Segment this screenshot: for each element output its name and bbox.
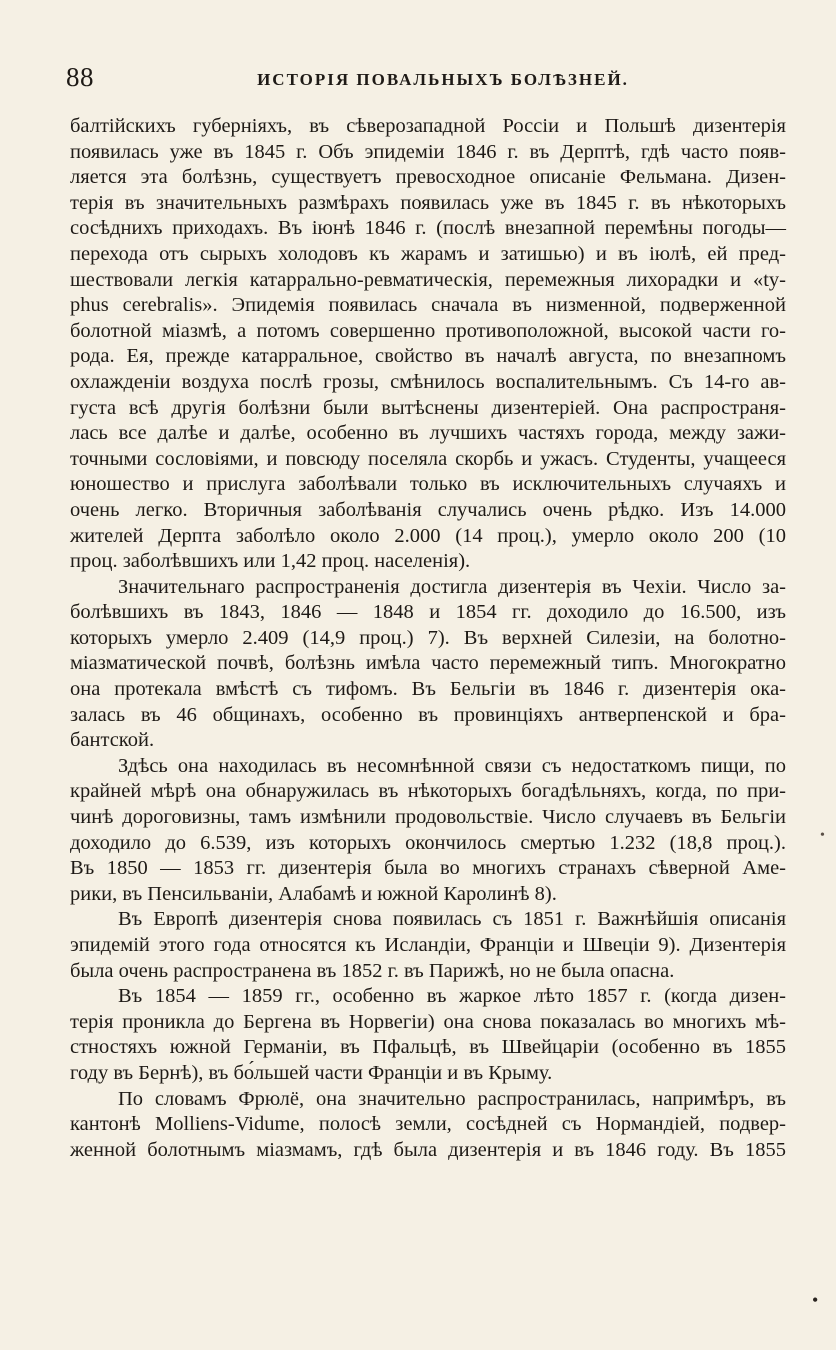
text-line: болѣвшихъ въ 1843, 1846 — 1848 и 1854 гг. доходило до 16.500, изъ bbox=[70, 601, 786, 624]
text-line: ляется эта болѣзнь, существуетъ превосходное описаніе Фельмана. Дизен- bbox=[70, 166, 786, 189]
text-line: стностяхъ южной Германіи, въ Пфальцѣ, въ Швейцаріи (особенно въ 1855 bbox=[70, 1036, 786, 1059]
text-line: точными сословіями, и повсюду поселяла скорбь и ужасъ. Студенты, учащееся bbox=[70, 447, 786, 470]
text-line: phus cerebralis». Эпидемія появилась сначала въ низменной, подверженной bbox=[70, 294, 786, 317]
margin-mark: • bbox=[812, 1290, 819, 1310]
page-number: 88 bbox=[66, 62, 94, 92]
running-title: ИСТОРІЯ ПОВАЛЬНЫХЪ БОЛѢЗНЕЙ. bbox=[257, 70, 629, 89]
text-line: лась все далѣе и далѣе, особенно въ лучшихъ частяхъ города, между зажи- bbox=[70, 422, 786, 445]
text-line: женной болотнымъ міазмамъ, гдѣ была дизентерія и въ 1846 году. Въ 1855 bbox=[70, 1138, 786, 1161]
text-line: Здѣсь она находилась въ несомнѣнной связи съ недостаткомъ пищи, по bbox=[118, 754, 786, 777]
text-line: кантонѣ Molliens-Vidume, полосѣ земли, сосѣдней съ Нормандіей, подвер- bbox=[70, 1113, 786, 1136]
text-line: проц. заболѣвшихъ или 1,42 проц. населенія). bbox=[70, 550, 471, 573]
text-line: Въ 1854 — 1859 гг., особенно въ жаркое лѣто 1857 г. (когда дизен- bbox=[118, 985, 786, 1008]
text-line: рода. Ея, прежде катарральное, свойство въ началѣ августа, по внезапномъ bbox=[70, 345, 786, 368]
page-header bbox=[60, 62, 786, 102]
margin-dot: • bbox=[820, 828, 825, 843]
text-line: появилась уже въ 1845 г. Объ эпидеміи 1846 г. въ Дерптѣ, гдѣ часто появ- bbox=[70, 140, 786, 163]
text-line: эпидемій этого года относятся къ Исландіи, Франціи и Швеціи 9). Дизентерія bbox=[70, 934, 786, 956]
text-line: чинѣ дороговизны, тамъ измѣнили продовольствіе. Число случаевъ въ Бельгіи bbox=[70, 806, 786, 829]
text-line: залась въ 46 общинахъ, особенно въ провинціяхъ антверпенской и бра- bbox=[70, 703, 786, 726]
text-line: она протекала вмѣстѣ съ тифомъ. Въ Бельгіи въ 1846 г. дизентерія ока- bbox=[70, 678, 786, 701]
text-line: Значительнаго распространенія достигла дизентерія въ Чехіи. Число за- bbox=[118, 575, 786, 598]
text-line: доходило до 6.539, изъ которыхъ окончилось смертью 1.232 (18,8 проц.). bbox=[70, 831, 786, 854]
text-line: очень легко. Вторичныя заболѣванія случались очень рѣдко. Изъ 14.000 bbox=[70, 498, 786, 521]
body-text bbox=[70, 114, 786, 1163]
text-line: жителей Дерпта заболѣло около 2.000 (14 проц.), умерло около 200 (10 bbox=[70, 524, 786, 547]
text-line: балтійскихъ губерніяхъ, въ сѣверозападной Россіи и Польшѣ дизентерія bbox=[70, 115, 786, 137]
text-line: сосѣднихъ приходахъ. Въ іюнѣ 1846 г. (послѣ внезапной перемѣны погоды— bbox=[70, 217, 786, 240]
text-line: рики, въ Пенсильваніи, Алабамѣ и южной Каролинѣ 8). bbox=[70, 882, 557, 905]
text-line: міазматической почвѣ, болѣзнь имѣла часто перемежный типъ. Многократно bbox=[70, 652, 786, 675]
text-line: Въ Европѣ дизентерія снова появилась съ 1851 г. Важнѣйшія описанія bbox=[118, 908, 786, 931]
text-line: болотной міазмѣ, а потомъ совершенно противоположной, высокой части го- bbox=[70, 319, 786, 342]
text-line: крайней мѣрѣ она обнаружилась въ нѣкоторыхъ богадѣльняхъ, когда, по при- bbox=[70, 780, 786, 803]
text-line: была очень распространена въ 1852 г. въ Парижѣ, но не была опасна. bbox=[70, 959, 675, 982]
text-line: году въ Бернѣ), въ бо́льшей части Франціи и въ Крыму. bbox=[70, 1061, 553, 1084]
text-line: Въ 1850 — 1853 гг. дизентерія была во многихъ странахъ сѣверной Аме- bbox=[70, 857, 786, 880]
text-line: терія проникла до Бергена въ Норвегіи) она снова показалась во многихъ мѣ- bbox=[70, 1010, 786, 1033]
text-line: бантской. bbox=[70, 729, 155, 752]
text-line: которыхъ умерло 2.409 (14,9 проц.) 7). Въ верхней Силезіи, на болотно- bbox=[70, 626, 786, 649]
text-line: перехода отъ сырыхъ холодовъ къ жарамъ и затишью) и въ іюлѣ, ей пред- bbox=[70, 242, 786, 265]
text-line: По словамъ Фрюлё, она значительно распространилась, напримѣръ, въ bbox=[118, 1087, 786, 1110]
text-line: шествовали легкія катаррально-ревматическія, перемежныя лихорадки и «ty- bbox=[70, 268, 786, 291]
text-line: густа всѣ другія болѣзни были вытѣснены дизентеріей. Она распространя- bbox=[70, 396, 786, 419]
text-line: терія въ значительныхъ размѣрахъ появилась уже въ 1845 г. въ нѣкоторыхъ bbox=[70, 191, 786, 214]
text-line: юношество и прислуга заболѣвали только въ исключительныхъ случаяхъ и bbox=[70, 473, 786, 496]
text-line: охлажденіи воздуха послѣ грозы, смѣнилось воспалительнымъ. Съ 14-го ав- bbox=[70, 370, 786, 393]
